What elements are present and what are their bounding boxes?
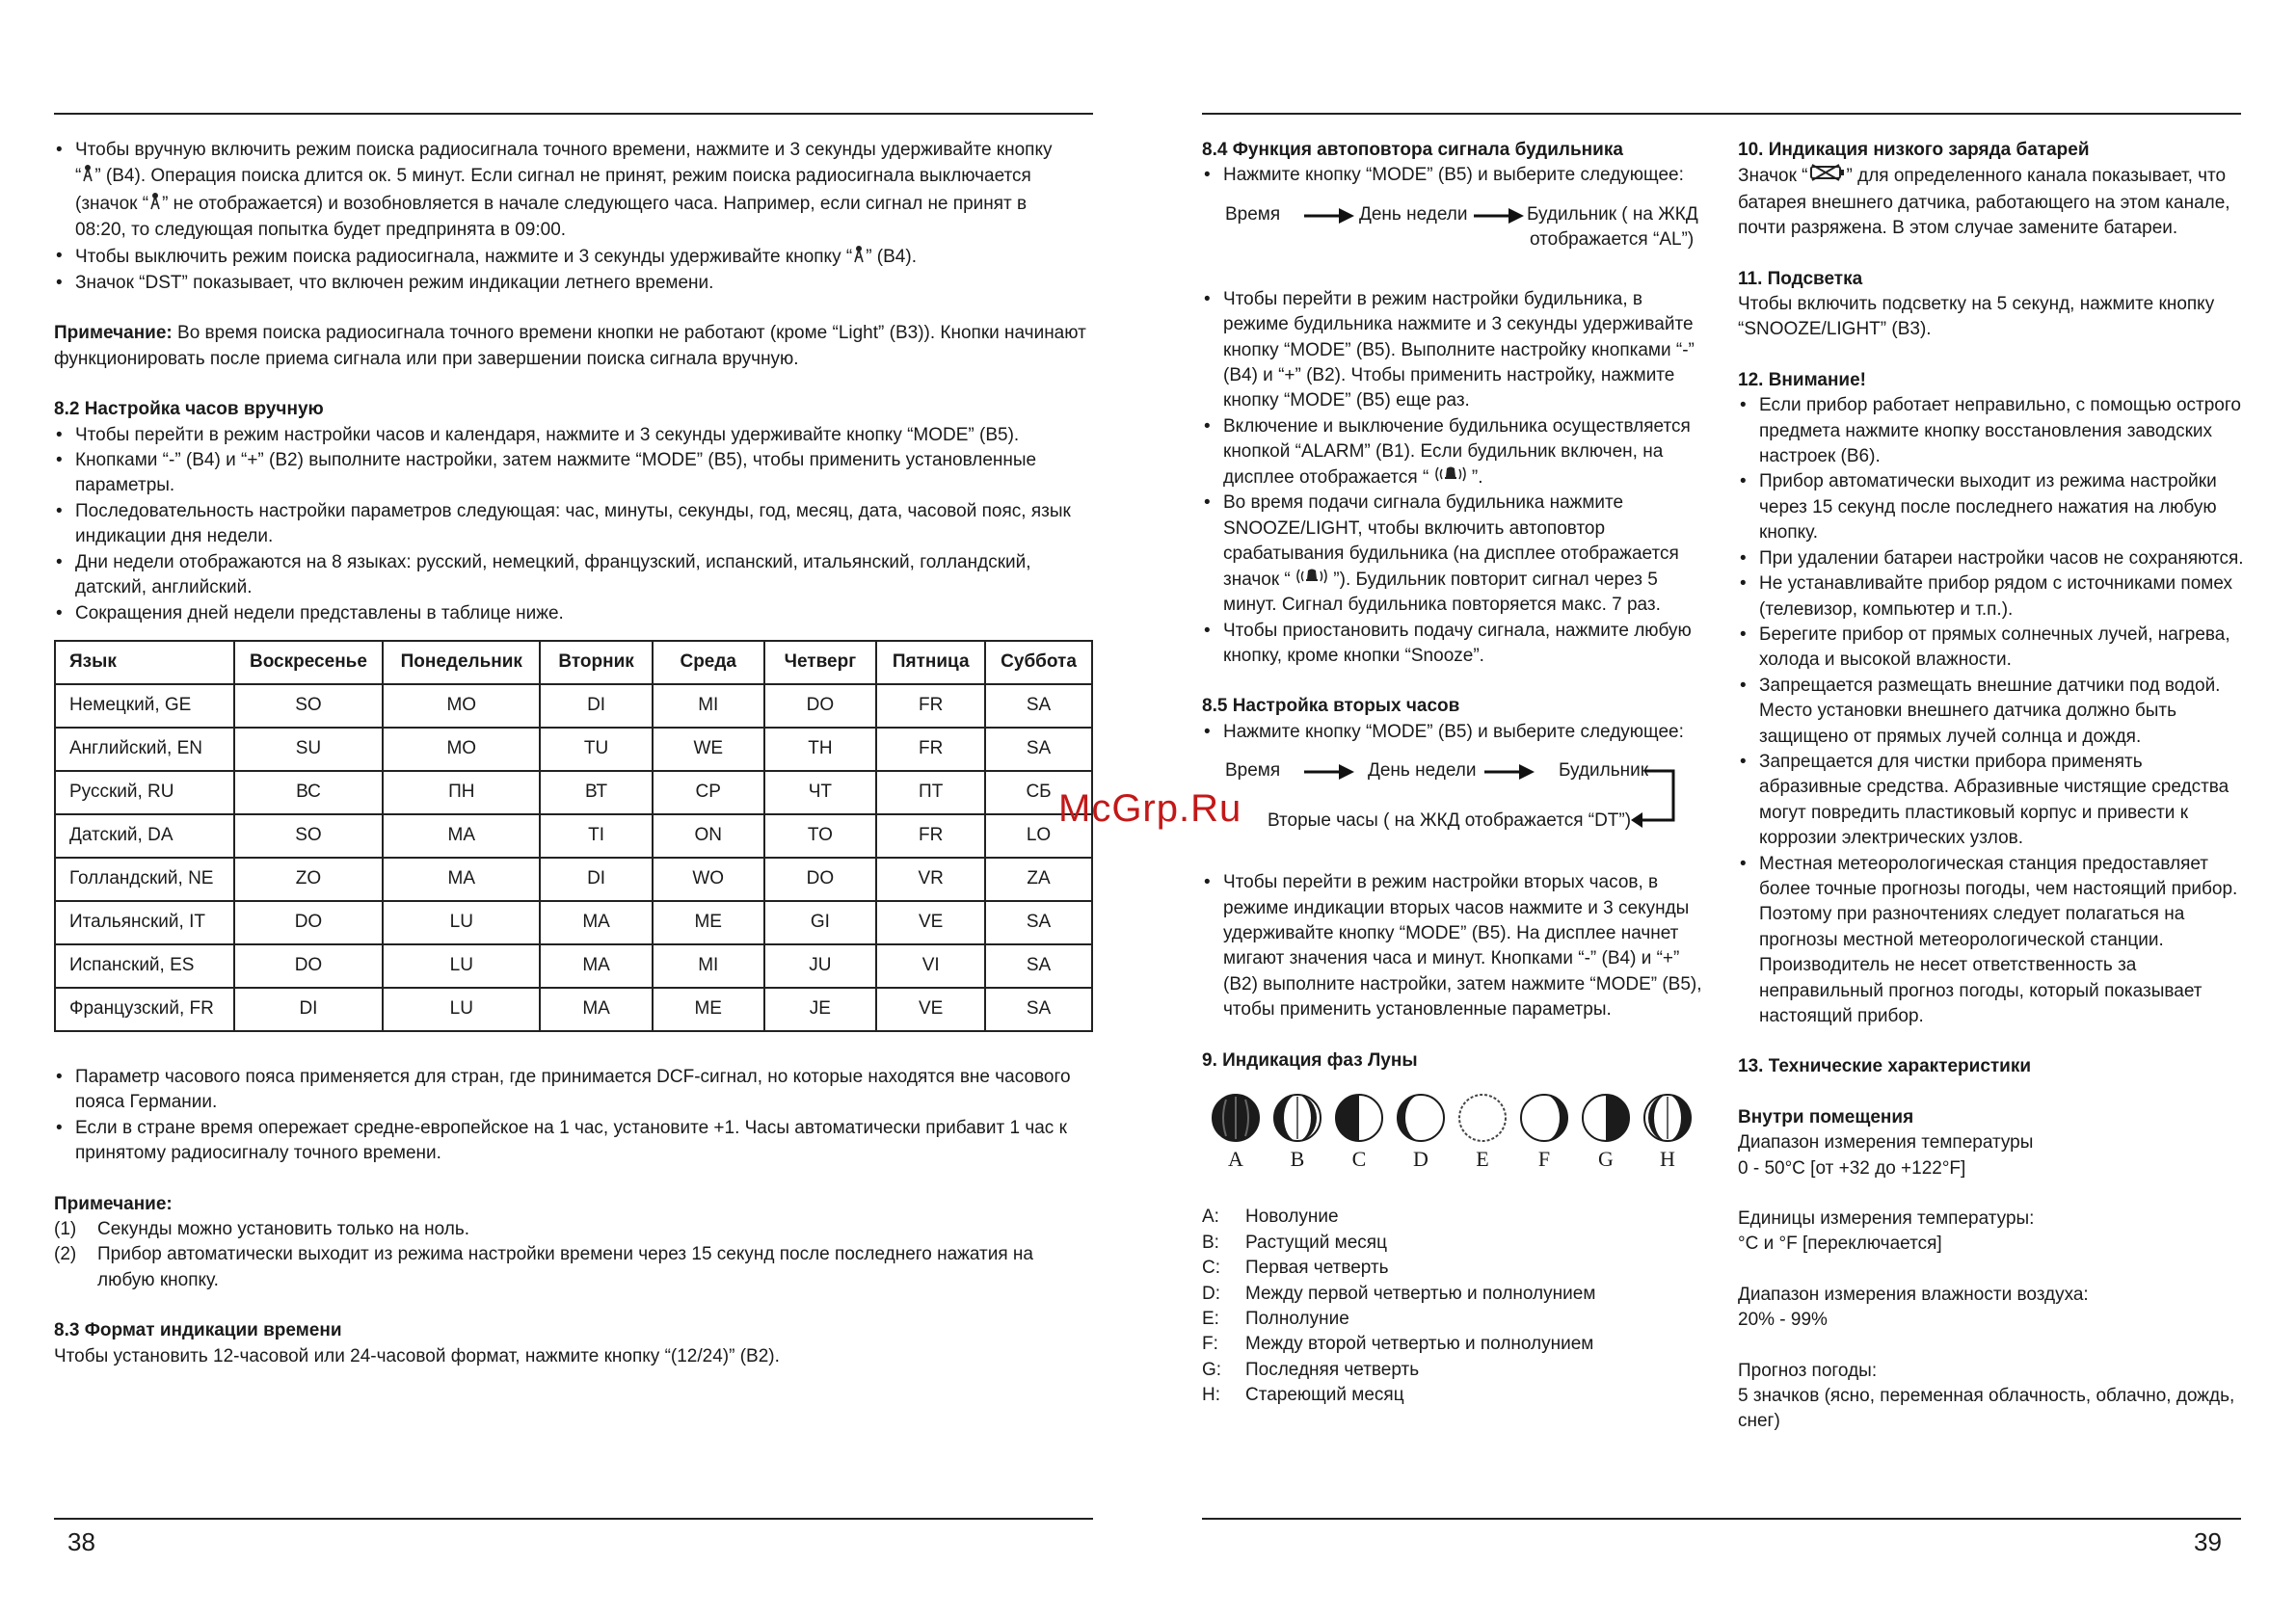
section-title-11: 11. Подсветка	[1738, 268, 1863, 289]
flow-step-weekday: День недели	[1359, 203, 1468, 225]
table-cell: MA	[383, 858, 540, 901]
list-item: • Включение и выключение будильника осуществляется кнопкой “ALARM” (B1). Если будильник включен, на дисплее отображается “ ”.	[1202, 414, 1703, 491]
temp-range-label: Диапазон измерения температуры	[1738, 1132, 2034, 1154]
moon-full-icon	[1457, 1093, 1508, 1143]
table-cell: MA	[540, 988, 653, 1031]
list-item: • Чтобы перейти в режим настройки будильника, в режиме будильника нажмите и 3 секунды удерживайте кнопку “MODE” (B5). Выполните настройку кнопками “-” (B4) и “+” (B2). Чтобы применить настройку, нажмите кнопку “MODE” (B5) еще раз.	[1202, 287, 1703, 414]
list-item: • Чтобы приостановить подачу сигнала, нажмите любую кнопку, кроме кнопки “Snooze”.	[1202, 619, 1703, 670]
bottom-rule-left	[54, 1518, 1093, 1520]
table-cell: СБ	[985, 771, 1092, 814]
table-cell: TU	[540, 728, 653, 771]
flow-step-alarm-note: отображается “AL”)	[1530, 228, 1695, 250]
arrow-right-icon	[1304, 206, 1354, 225]
table-row	[55, 728, 1092, 771]
table-cell: JU	[764, 944, 877, 988]
section-title-8-4: 8.4 Функция автоповтора сигнала будильника	[1202, 140, 1623, 160]
section-title-10: 10. Индикация низкого заряда батарей	[1738, 140, 2090, 160]
table-cell: SU	[234, 728, 384, 771]
table-cell: SA	[985, 944, 1092, 988]
list-item: • Запрещается размещать внешние датчики под водой. Место установки внешнего датчика должно быть защищено от прямых лучей солнца и дождя.	[1738, 674, 2244, 750]
moon-waning-crescent-icon	[1642, 1093, 1693, 1143]
table-cell: Испанский, ES	[55, 944, 234, 988]
humidity-label: Диапазон измерения влажности воздуха:	[1738, 1284, 2089, 1305]
column-header: Понедельник	[383, 641, 540, 684]
moon-waxing-gibbous-icon	[1396, 1093, 1446, 1143]
radio-tower-icon	[81, 163, 94, 190]
list-item: • Чтобы перейти в режим настройки вторых часов, в режиме индикации вторых часов нажмите и 3 секунды удерживайте кнопку “MODE” (B5). На дисплее начнет мигают значения часа и минут. Кнопками “-” (B4) и “+” (B2) выполните настройки, затем нажмите “MODE” (B5), чтобы применить установленные параметры.	[1202, 870, 1703, 1022]
table-cell: SO	[234, 684, 384, 728]
table-row	[55, 988, 1092, 1031]
table-cell: Итальянский, IT	[55, 901, 234, 944]
table-cell: DI	[540, 684, 653, 728]
table-cell: MI	[653, 944, 764, 988]
list-item: A: Новолуние	[1202, 1207, 1339, 1228]
list-item: B: Растущий месяц	[1202, 1232, 1387, 1253]
moon-first-quarter-icon	[1334, 1093, 1384, 1143]
moon-phase-c: C	[1333, 1093, 1385, 1172]
note-list	[54, 1217, 1095, 1293]
table-cell: Французский, FR	[55, 988, 234, 1031]
column-header: Вторник	[540, 641, 653, 684]
alarm-bell-icon	[1434, 465, 1467, 491]
section-title-8-3: 8.3 Формат индикации времени	[54, 1320, 342, 1341]
flow-step-weekday: День недели	[1368, 760, 1477, 782]
list-item: F: Между второй четвертью и полнолунием	[1202, 1334, 1594, 1355]
radio-tower-icon	[852, 244, 866, 271]
moon-phase-d: D	[1395, 1093, 1447, 1172]
column-header: Язык	[55, 641, 234, 684]
section-title-9: 9. Индикация фаз Луны	[1202, 1049, 1418, 1071]
table-cell: VE	[876, 988, 985, 1031]
flow-step-time: Время	[1225, 203, 1281, 225]
flow-step-alarm: Будильник ( на ЖКД	[1527, 203, 1698, 225]
table-cell: ЧТ	[764, 771, 877, 814]
list-item: (1) Секунды можно установить только на ноль.	[54, 1218, 470, 1239]
table-cell: WO	[653, 858, 764, 901]
section-title-13: 13. Технические характеристики	[1738, 1056, 2032, 1077]
table-row	[55, 858, 1092, 901]
top-rule-right	[1202, 113, 2241, 115]
table-cell: WE	[653, 728, 764, 771]
table-cell: MO	[383, 728, 540, 771]
table-cell: Голландский, NE	[55, 858, 234, 901]
low-battery-icon	[1808, 163, 1847, 190]
list-item: • Параметр часового пояса применяется для стран, где принимается DCF-сигнал, но которые находятся вне часового пояса Германии.	[54, 1065, 1095, 1116]
moon-phase-legend	[1202, 1205, 1703, 1408]
table-row	[55, 944, 1092, 988]
table-cell: FR	[876, 728, 985, 771]
humidity-value: 20% - 99%	[1738, 1310, 1828, 1331]
list-item: • Дни недели отображаются на 8 языках: русский, немецкий, французский, испанский, итальянский, голландский, датский, английский.	[54, 550, 1095, 601]
list-item: • Во время подачи сигнала будильника нажмите SNOOZE/LIGHT, чтобы включить автоповтор срабатывания будильника (на дисплее отображается значок “ ”). Будильник повторит сигнал через 5 минут. Сигнал будильника повторяется макс. 7 раз.	[1202, 491, 1703, 618]
table-cell: ВС	[234, 771, 384, 814]
table-cell: LO	[985, 814, 1092, 858]
alarm-bell-icon	[1295, 568, 1328, 593]
moon-phase-b: B	[1271, 1093, 1323, 1172]
table-header-row	[55, 641, 1092, 684]
table-cell: FR	[876, 814, 985, 858]
table-cell: Немецкий, GE	[55, 684, 234, 728]
list-item: • Местная метеорологическая станция предоставляет более точные прогнозы погоды, чем настоящий прибор. Поэтому при разночтениях следует полагаться на прогнозы местной метеорологической станции. Производитель не несет ответственность за неправильный прогноз погоды, который показывает настоящий прибор.	[1738, 852, 2244, 1030]
radio-tower-icon	[148, 191, 162, 218]
low-battery-text: Значок “ ” для определенного канала показывает, что батарея внешнего датчика, работающего на этом канале, почти разряжена. В этом случае замените батареи.	[1738, 163, 2244, 241]
table-cell: TI	[540, 814, 653, 858]
alarm-intro-list	[1202, 163, 1703, 188]
table-cell: MA	[540, 944, 653, 988]
column-header: Четверг	[764, 641, 877, 684]
table-cell: ME	[653, 988, 764, 1031]
moon-last-quarter-icon	[1581, 1093, 1631, 1143]
list-item: E: Полнолуние	[1202, 1309, 1349, 1330]
table-cell: MO	[383, 684, 540, 728]
intro-bullets	[54, 138, 1095, 296]
weekday-abbreviations-table	[54, 640, 1093, 1032]
table-cell: DI	[540, 858, 653, 901]
left-page-content	[54, 138, 1095, 1369]
list-item: • Если в стране время опережает средне-европейское на 1 час, установите +1. Часы автоматически прибавит 1 час к принятому радиосигналу точного времени.	[54, 1116, 1095, 1167]
list-item: • Кнопками “-” (B4) и “+” (B2) выполните настройки, затем нажмите “MODE” (B5), чтобы применить установленные параметры.	[54, 448, 1095, 499]
table-cell: DI	[234, 988, 384, 1031]
table-row	[55, 901, 1092, 944]
moon-phase-g: G	[1580, 1093, 1632, 1172]
list-item: (2) Прибор автоматически выходит из режима настройки времени через 15 секунд после последнего нажатия на любую кнопку.	[54, 1244, 1033, 1290]
warnings-list	[1738, 393, 2244, 1029]
second-clock-flow	[1202, 758, 1703, 845]
table-cell: СР	[653, 771, 764, 814]
backlight-text: Чтобы включить подсветку на 5 секунд, нажмите кнопку “SNOOZE/LIGHT” (B3).	[1738, 294, 2215, 340]
page-number-right: 39	[2194, 1527, 2222, 1556]
table-row	[55, 771, 1092, 814]
moon-waning-gibbous-icon	[1519, 1093, 1569, 1143]
moon-waxing-crescent-icon	[1272, 1093, 1322, 1143]
moon-new-icon	[1211, 1093, 1261, 1143]
list-item: • Прибор автоматически выходит из режима настройки через 15 секунд после последнего нажатия на любую кнопку.	[1738, 469, 2244, 545]
table-cell: Датский, DA	[55, 814, 234, 858]
note-label: Примечание:	[54, 1193, 173, 1214]
table-cell: JE	[764, 988, 877, 1031]
table-cell: SA	[985, 988, 1092, 1031]
table-cell: ON	[653, 814, 764, 858]
manual-setting-list	[54, 423, 1095, 626]
table-cell: MA	[383, 814, 540, 858]
table-cell: DO	[764, 858, 877, 901]
table-cell: ВТ	[540, 771, 653, 814]
arrow-right-icon	[1474, 206, 1524, 225]
table-cell: ПН	[383, 771, 540, 814]
top-rule-left	[54, 113, 1093, 115]
table-cell: ME	[653, 901, 764, 944]
moon-phase-icons	[1210, 1093, 1703, 1172]
indoor-title: Внутри помещения	[1738, 1106, 1914, 1127]
bottom-rule-right	[1202, 1518, 2241, 1520]
table-cell: MA	[540, 901, 653, 944]
list-item: • Сокращения дней недели представлены в таблице ниже.	[54, 601, 1095, 626]
list-item: • Нажмите кнопку “MODE” (B5) и выберите следующее:	[1202, 720, 1703, 745]
temp-units-value: °С и °F [переключается]	[1738, 1233, 1942, 1255]
table-cell: SA	[985, 728, 1092, 771]
list-item: • Берегите прибор от прямых солнечных лучей, нагрева, холода и высокой влажности.	[1738, 623, 2244, 674]
page-number-left: 38	[67, 1527, 95, 1556]
column-header: Суббота	[985, 641, 1092, 684]
list-item: H: Стареющий месяц	[1202, 1385, 1404, 1406]
table-cell: SO	[234, 814, 384, 858]
list-item: • Если прибор работает неправильно, с помощью острого предмета нажмите кнопку восстановления заводских настроек (B6).	[1738, 393, 2244, 469]
column-header: Воскресенье	[234, 641, 384, 684]
table-cell: ПТ	[876, 771, 985, 814]
middle-column	[1202, 138, 1703, 1409]
list-item: C: Первая четверть	[1202, 1258, 1389, 1279]
list-item: • Нажмите кнопку “MODE” (B5) и выберите следующее:	[1202, 163, 1703, 188]
list-item: • Чтобы вручную включить режим поиска радиосигнала точного времени, нажмите и 3 секунды удерживайте кнопку “ ” (B4). Операция поиска длится ок. 5 минут. Если сигнал не принят, режим поиска радиосигнала выключается (значок “ ” не отображается) и возобновляется в начале следующего часа. Например, если сигнал не принят в 08:20, то следующая попытка будет предпринята в 09:00.	[54, 138, 1095, 244]
column-header: Среда	[653, 641, 764, 684]
second-clock-intro-list	[1202, 720, 1703, 745]
column-header: Пятница	[876, 641, 985, 684]
table-cell: LU	[383, 944, 540, 988]
table-cell: SA	[985, 684, 1092, 728]
arrow-right-icon	[1304, 762, 1354, 782]
forecast-value: 5 значков (ясно, переменная облачность, облачно, дождь, снег)	[1738, 1386, 2235, 1432]
table-cell: LU	[383, 901, 540, 944]
table-row	[55, 814, 1092, 858]
list-item: • Значок “DST” показывает, что включен режим индикации летнего времени.	[54, 271, 1095, 296]
table-cell: TH	[764, 728, 877, 771]
temp-units-label: Единицы измерения температуры:	[1738, 1208, 2035, 1230]
arrow-right-icon	[1484, 762, 1535, 782]
section-title-8-2: 8.2 Настройка часов вручную	[54, 399, 324, 420]
table-cell: ZA	[985, 858, 1092, 901]
moon-phase-h: H	[1642, 1093, 1694, 1172]
table-cell: VR	[876, 858, 985, 901]
table-cell: DO	[764, 684, 877, 728]
flow-step-second-clock: Вторые часы ( на ЖКД отображается “DT”)	[1268, 810, 1632, 832]
table-cell: TO	[764, 814, 877, 858]
table-cell: MI	[653, 684, 764, 728]
table-cell: Русский, RU	[55, 771, 234, 814]
table-row	[55, 684, 1092, 728]
list-item: • При удалении батареи настройки часов не сохраняются.	[1738, 546, 2244, 571]
section-title-8-5: 8.5 Настройка вторых часов	[1202, 696, 1460, 717]
temp-range-value: 0 - 50°С [от +32 до +122°F]	[1738, 1157, 1966, 1179]
table-cell: Английский, EN	[55, 728, 234, 771]
right-column	[1738, 138, 2244, 1435]
list-item: • Чтобы перейти в режим настройки часов и календаря, нажмите и 3 секунды удерживайте кнопку “MODE” (B5).	[54, 423, 1095, 448]
moon-phase-a: A	[1210, 1093, 1262, 1172]
watermark: McGrp.Ru	[1058, 787, 1242, 830]
list-item: • Не устанавливайте прибор рядом с источниками помех (телевизор, компьютер и т.п.).	[1738, 571, 2244, 623]
table-cell: VI	[876, 944, 985, 988]
alarm-mode-flow	[1202, 202, 1703, 262]
list-item: • Чтобы выключить режим поиска радиосигнала, нажмите и 3 секунды удерживайте кнопку “ ” (B4).	[54, 244, 1095, 271]
table-cell: FR	[876, 684, 985, 728]
table-cell: SA	[985, 901, 1092, 944]
forecast-label: Прогноз погоды:	[1738, 1360, 1878, 1381]
list-item: G: Последняя четверть	[1202, 1359, 1420, 1380]
table-cell: VE	[876, 901, 985, 944]
list-item: • Запрещается для чистки прибора применять абразивные средства. Абразивные чистящие средства могут повредить пластиковый корпус и привести к коррозии электрических узлов.	[1738, 750, 2244, 852]
flow-step-alarm: Будильник	[1559, 760, 1649, 782]
table-cell: LU	[383, 988, 540, 1031]
flow-step-time: Время	[1225, 760, 1281, 782]
list-item: D: Между первой четвертью и полнолунием	[1202, 1283, 1596, 1304]
return-arrow-icon	[1631, 768, 1708, 828]
second-clock-list	[1202, 870, 1703, 1022]
alarm-list	[1202, 287, 1703, 670]
table-cell: DO	[234, 901, 384, 944]
section-title-12: 12. Внимание!	[1738, 369, 1866, 390]
moon-phase-f: F	[1518, 1093, 1570, 1172]
table-cell: DO	[234, 944, 384, 988]
table-cell: ZO	[234, 858, 384, 901]
table-cell: GI	[764, 901, 877, 944]
list-item: • Последовательность настройки параметров следующая: час, минуты, секунды, год, месяц, дата, часовой пояс, язык индикации дня недели.	[54, 499, 1095, 550]
time-format-text: Чтобы установить 12-часовой или 24-часовой формат, нажмите кнопку “(12/24)” (B2).	[54, 1345, 780, 1366]
moon-phase-e: E	[1456, 1093, 1508, 1172]
timezone-list	[54, 1065, 1095, 1167]
note-search: Примечание: Во время поиска радиосигнала точного времени кнопки не работают (кроме “Light” (B3)). Кнопки начинают функционировать после приема сигнала или при завершении поиска сигнала вручную.	[54, 323, 1086, 369]
